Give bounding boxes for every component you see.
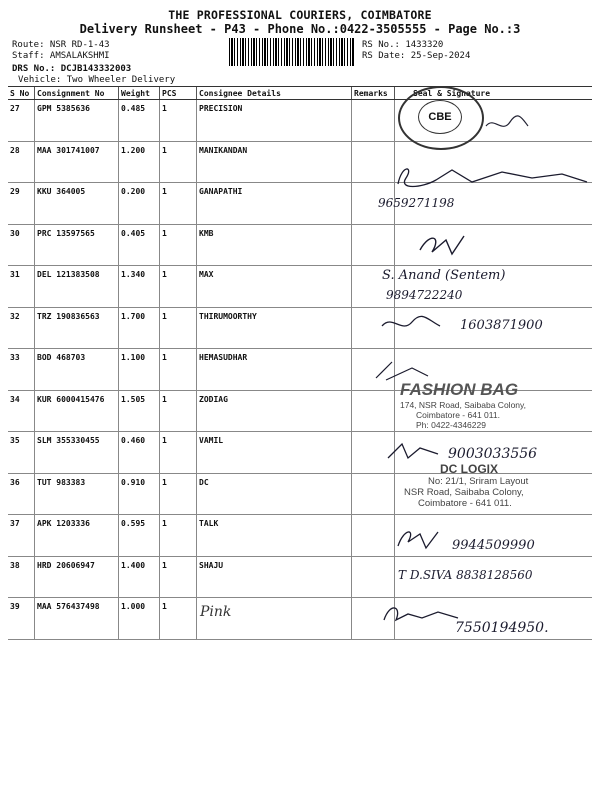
signature-29 (392, 162, 592, 192)
cell-sno: 28 (8, 141, 35, 183)
signature-35 (384, 440, 444, 464)
cell-consignment: TUT 983383 (35, 473, 119, 515)
col-weight: Weight (119, 87, 160, 100)
cell-consignment: MAA 301741007 (35, 141, 119, 183)
col-consignee: Consignee Details (197, 87, 352, 100)
cell-weight: 1.100 (119, 349, 160, 391)
cell-pcs: 1 (160, 100, 197, 142)
signature-37 (392, 524, 442, 554)
anand-signature-text: S. Anand (Sentem) (382, 268, 506, 283)
runsheet-title: Delivery Runsheet - P43 - Phone No.:0422-3505555 - Page No.:3 (79, 22, 521, 36)
cell-consignee: ZODIAG (197, 390, 352, 432)
phone-row-37: 9944509990 (452, 538, 535, 553)
cell-weight: 0.460 (119, 432, 160, 474)
cell-consignee: VAMIL (197, 432, 352, 474)
cell-weight: 0.595 (119, 515, 160, 557)
cell-consignment: HRD 20606947 (35, 556, 119, 598)
cell-weight: 1.700 (119, 307, 160, 349)
cell-consignee: MAX (197, 266, 352, 308)
cell-weight: 0.200 (119, 183, 160, 225)
cell-consignment: KUR 6000415476 (35, 390, 119, 432)
dclogix-stamp-name: DC LOGIX (440, 462, 499, 476)
cell-weight: 0.485 (119, 100, 160, 142)
seal-cbe-text: CBE (418, 100, 462, 134)
phone-row-39: 7550194950. (455, 620, 549, 636)
table-row (8, 224, 592, 266)
cell-sno: 39 (8, 598, 35, 640)
fashion-stamp-addr2: Coimbatore - 641 011. (416, 410, 500, 420)
cell-remarks (352, 390, 395, 432)
cell-pcs: 1 (160, 141, 197, 183)
cell-pcs: 1 (160, 266, 197, 308)
cell-weight: 1.000 (119, 598, 160, 640)
phone-row-32: 1603871900 (460, 318, 543, 333)
cell-pcs: 1 (160, 515, 197, 557)
signature-27 (482, 112, 532, 138)
cell-consignee: GANAPATHI (197, 183, 352, 225)
fashion-stamp-addr1: 174, NSR Road, Saibaba Colony, (400, 400, 527, 410)
phone-row-31: 9894722240 (386, 288, 463, 302)
dclogix-stamp-addr2: NSR Road, Saibaba Colony, (404, 487, 524, 498)
cell-consignment: PRC 13597565 (35, 224, 119, 266)
vehicle: Vehicle: Two Wheeler Delivery (18, 75, 176, 85)
signature-32 (378, 312, 448, 336)
cell-remarks (352, 556, 395, 598)
cell-remarks (352, 141, 395, 183)
cell-consignment: TRZ 190836563 (35, 307, 119, 349)
cell-consignee: KMB (197, 224, 352, 266)
barcode (229, 38, 354, 66)
cell-pcs: 1 (160, 183, 197, 225)
cell-pcs: 1 (160, 390, 197, 432)
cell-weight: 0.910 (119, 473, 160, 515)
cell-weight: 1.400 (119, 556, 160, 598)
cell-weight: 1.340 (119, 266, 160, 308)
fashion-stamp-phone: Ph: 0422-4346229 (416, 420, 486, 430)
fashion-bag-stamp (400, 380, 590, 430)
cell-consignee: PRECISION (197, 100, 352, 142)
cell-sno: 27 (8, 100, 35, 142)
cell-consignee: HEMASUDHAR (197, 349, 352, 391)
table-header (8, 87, 592, 100)
cell-sno: 38 (8, 556, 35, 598)
cell-consignee: MANIKANDAN (197, 141, 352, 183)
cell-remarks (352, 100, 395, 142)
cell-sno: 32 (8, 307, 35, 349)
cell-consignee: TALK (197, 515, 352, 557)
company-name: THE PROFESSIONAL COURIERS, COIMBATORE (168, 8, 432, 22)
col-consignment: Consignment No (35, 87, 119, 100)
phone-row-35: 9003033556 (448, 446, 538, 462)
dc-logix-stamp (400, 462, 590, 509)
col-remarks: Remarks (352, 87, 395, 100)
fashion-stamp-name: FASHION BAG (400, 380, 519, 399)
route: Route: NSR RD-1-43 (12, 40, 110, 50)
phone-row-38: T D.SIVA 8838128560 (398, 568, 533, 582)
cell-consignment: DEL 121383508 (35, 266, 119, 308)
col-seal: Seal & Signature (395, 87, 593, 100)
cell-pcs: 1 (160, 349, 197, 391)
cell-pcs: 1 (160, 598, 197, 640)
cell-consignment: KKU 364005 (35, 183, 119, 225)
cell-weight: 0.405 (119, 224, 160, 266)
col-pcs: PCS (160, 87, 197, 100)
cell-remarks (352, 473, 395, 515)
cell-consignee: THIRUMOORTHY (197, 307, 352, 349)
cell-remarks (352, 515, 395, 557)
cell-consignment: APK 1203336 (35, 515, 119, 557)
cell-consignment: SLM 355330455 (35, 432, 119, 474)
cell-sno: 33 (8, 349, 35, 391)
cell-sno: 29 (8, 183, 35, 225)
cell-sno: 31 (8, 266, 35, 308)
cell-remarks (352, 224, 395, 266)
staff: Staff: AMSALAKSHMI (12, 51, 110, 61)
cell-pcs: 1 (160, 432, 197, 474)
precision-seal-stamp (398, 86, 484, 150)
rs-date: RS Date: 25-Sep-2024 (362, 51, 471, 61)
signature-30 (412, 230, 472, 260)
cell-pcs: 1 (160, 473, 197, 515)
cell-pcs: 1 (160, 307, 197, 349)
cell-sno: 36 (8, 473, 35, 515)
cell-weight: 1.505 (119, 390, 160, 432)
cell-sno: 37 (8, 515, 35, 557)
cell-sno: 35 (8, 432, 35, 474)
drs-number: DRS No.: DCJB143332003 (12, 64, 132, 74)
cell-weight: 1.200 (119, 141, 160, 183)
dclogix-stamp-addr3: Coimbatore - 641 011. (418, 498, 512, 509)
cell-consignment: BOD 468703 (35, 349, 119, 391)
cell-sno: 34 (8, 390, 35, 432)
cell-pcs: 1 (160, 224, 197, 266)
cell-consignment: MAA 576437498 (35, 598, 119, 640)
pink-handwritten-note: Pink (200, 604, 232, 620)
cell-consignee: DC (197, 473, 352, 515)
rs-number: RS No.: 1433320 (362, 40, 444, 50)
dclogix-stamp-addr1: No: 21/1, Sriram Layout (428, 476, 529, 487)
phone-row-29: 9659271198 (378, 196, 455, 210)
cell-consignment: GPM 5385636 (35, 100, 119, 142)
col-sno: S No (8, 87, 35, 100)
cell-consignee: SHAJU (197, 556, 352, 598)
cell-sno: 30 (8, 224, 35, 266)
cell-pcs: 1 (160, 556, 197, 598)
